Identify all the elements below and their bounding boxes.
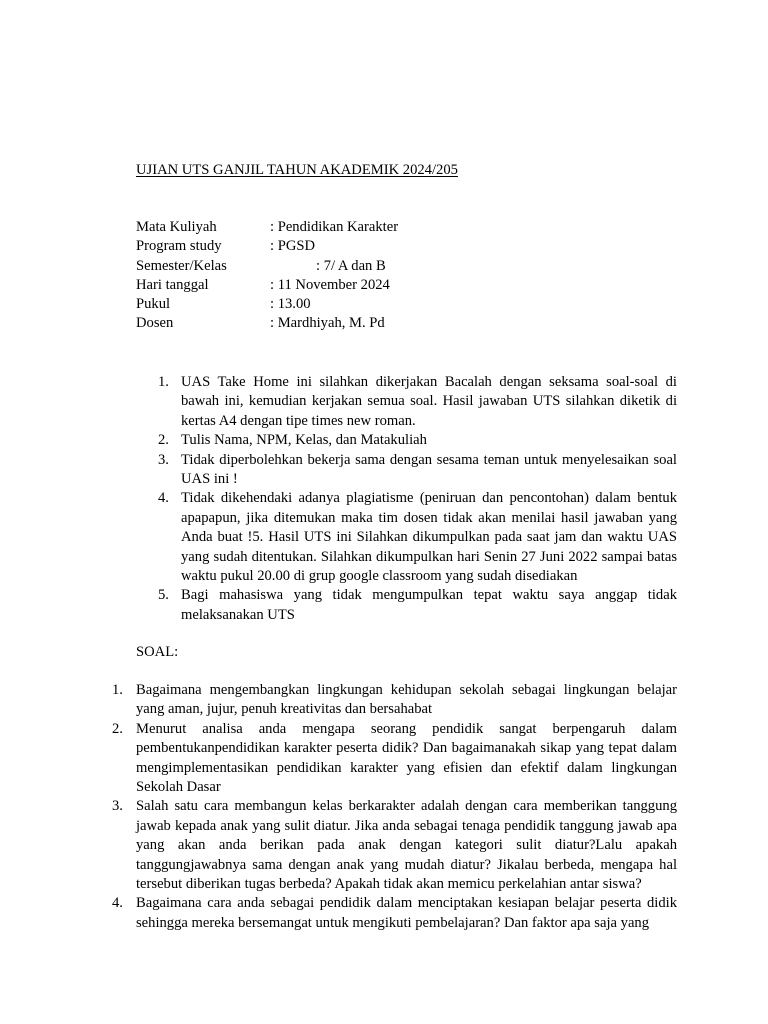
info-label: Mata Kuliyah	[136, 219, 217, 235]
list-number: 1.	[158, 374, 169, 390]
list-number: 5.	[158, 587, 169, 604]
list-number: 2.	[158, 432, 169, 449]
question-item	[112, 720, 677, 798]
info-row-course	[136, 218, 398, 237]
instructions-list	[158, 373, 677, 625]
questions-heading: SOAL:	[136, 644, 179, 660]
list-number: 4.	[158, 490, 169, 507]
info-value: : 13.00	[270, 296, 311, 313]
info-value: : PGSD	[270, 238, 316, 255]
info-row-lecturer	[136, 314, 398, 333]
info-label: Program study	[136, 238, 222, 255]
list-number: 2.	[112, 720, 123, 737]
list-number: 1.	[112, 682, 123, 698]
list-number: 3.	[112, 798, 123, 815]
info-label: Semester/Kelas	[136, 257, 227, 274]
question-text: Menurut analisa anda mengapa seorang pendidik sangat berpengaruh dalam pembentukanpendidikan karakter peserta didik? Dan bagaimanakah sikap yang tepat dalam mengimplementasikan pendidikan karakter yang efisien dan efektif dalam lingkungan Sekolah Dasar	[136, 720, 677, 796]
question-item	[112, 797, 677, 894]
instruction-text: UAS Take Home ini silahkan dikerjakan Bacalah dengan seksama soal-soal di bawah ini, kemudian kerjakan semua soal. Hasil jawaban UTS silahkan diketik di kertas A4 dengan tipe times new roman.	[181, 374, 677, 429]
question-text: Salah satu cara membangun kelas berkarakter adalah dengan cara memberikan tanggung jawab kepada anak yang sulit diatur. Jika anda sebagai tenaga pendidik tanggung jawab apa yang akan anda berikan pada anak dengan kategori sulit diatur?Lalu apakah tanggungjawabnya sama dengan anak yang mudah diatur? Jikalau berbeda, mengapa hal tersebut diberikan tugas berbeda? Apakah tidak akan memicu perkelahian antar siswa?	[136, 798, 677, 893]
instruction-text: Tidak dikehendaki adanya plagiatisme (peniruan dan pencontohan) dalam bentuk apapapun, jika ditemukan maka tim dosen tidak akan menilai hasil jawaban yang Anda buat !5. Hasil UTS ini Silahkan dikumpulkan pada saat jam dan waktu UAS yang sudah ditentukan. Silahkan dikumpulkan hari Senin 27 Juni 2022 sampai batas waktu pukul 20.00 di grup google classroom yang sudah disediakan	[181, 490, 677, 585]
info-row-time	[136, 295, 398, 314]
info-row-date	[136, 276, 398, 295]
list-number: 4.	[112, 895, 123, 912]
instruction-item	[158, 489, 677, 586]
info-label: Hari tanggal	[136, 276, 209, 293]
instruction-text: Tidak diperbolehkan bekerja sama dengan sesama teman untuk menyelesaikan soal UAS ini !	[181, 451, 677, 488]
info-value: : 7/ A dan B	[316, 257, 386, 274]
instruction-item	[158, 451, 677, 490]
instruction-text: Bagi mahasiswa yang tidak mengumpulkan tepat waktu saya anggap tidak melaksanakan UTS	[181, 587, 677, 623]
instruction-item	[158, 431, 677, 450]
questions-list	[112, 681, 677, 933]
exam-info	[136, 218, 398, 334]
exam-title: UJIAN UTS GANJIL TAHUN AKADEMIK 2024/205	[136, 162, 458, 178]
list-number: 3.	[158, 451, 169, 468]
info-row-program	[136, 237, 398, 256]
question-text: Bagaimana cara anda sebagai pendidik dalam menciptakan kesiapan belajar peserta didik sehingga mereka bersemangat untuk mengikuti pembelajaran? Dan faktor apa saja yang	[136, 895, 677, 931]
instruction-item	[158, 586, 677, 625]
instruction-text: Tulis Nama, NPM, Kelas, dan Matakuliah	[181, 432, 427, 449]
info-value: : 11 November 2024	[270, 276, 390, 293]
info-row-semester	[136, 257, 398, 276]
question-item	[112, 894, 677, 933]
info-value: : Pendidikan Karakter	[270, 219, 399, 235]
info-value: : Mardhiyah, M. Pd	[270, 315, 385, 332]
question-text: Bagaimana mengembangkan lingkungan kehidupan sekolah sebagai lingkungan belajar yang aman, jujur, penuh kreativitas dan bersahabat	[136, 682, 677, 718]
question-item	[112, 681, 677, 720]
info-label: Pukul	[136, 296, 171, 313]
instruction-item	[158, 373, 677, 431]
info-label: Dosen	[136, 315, 174, 332]
